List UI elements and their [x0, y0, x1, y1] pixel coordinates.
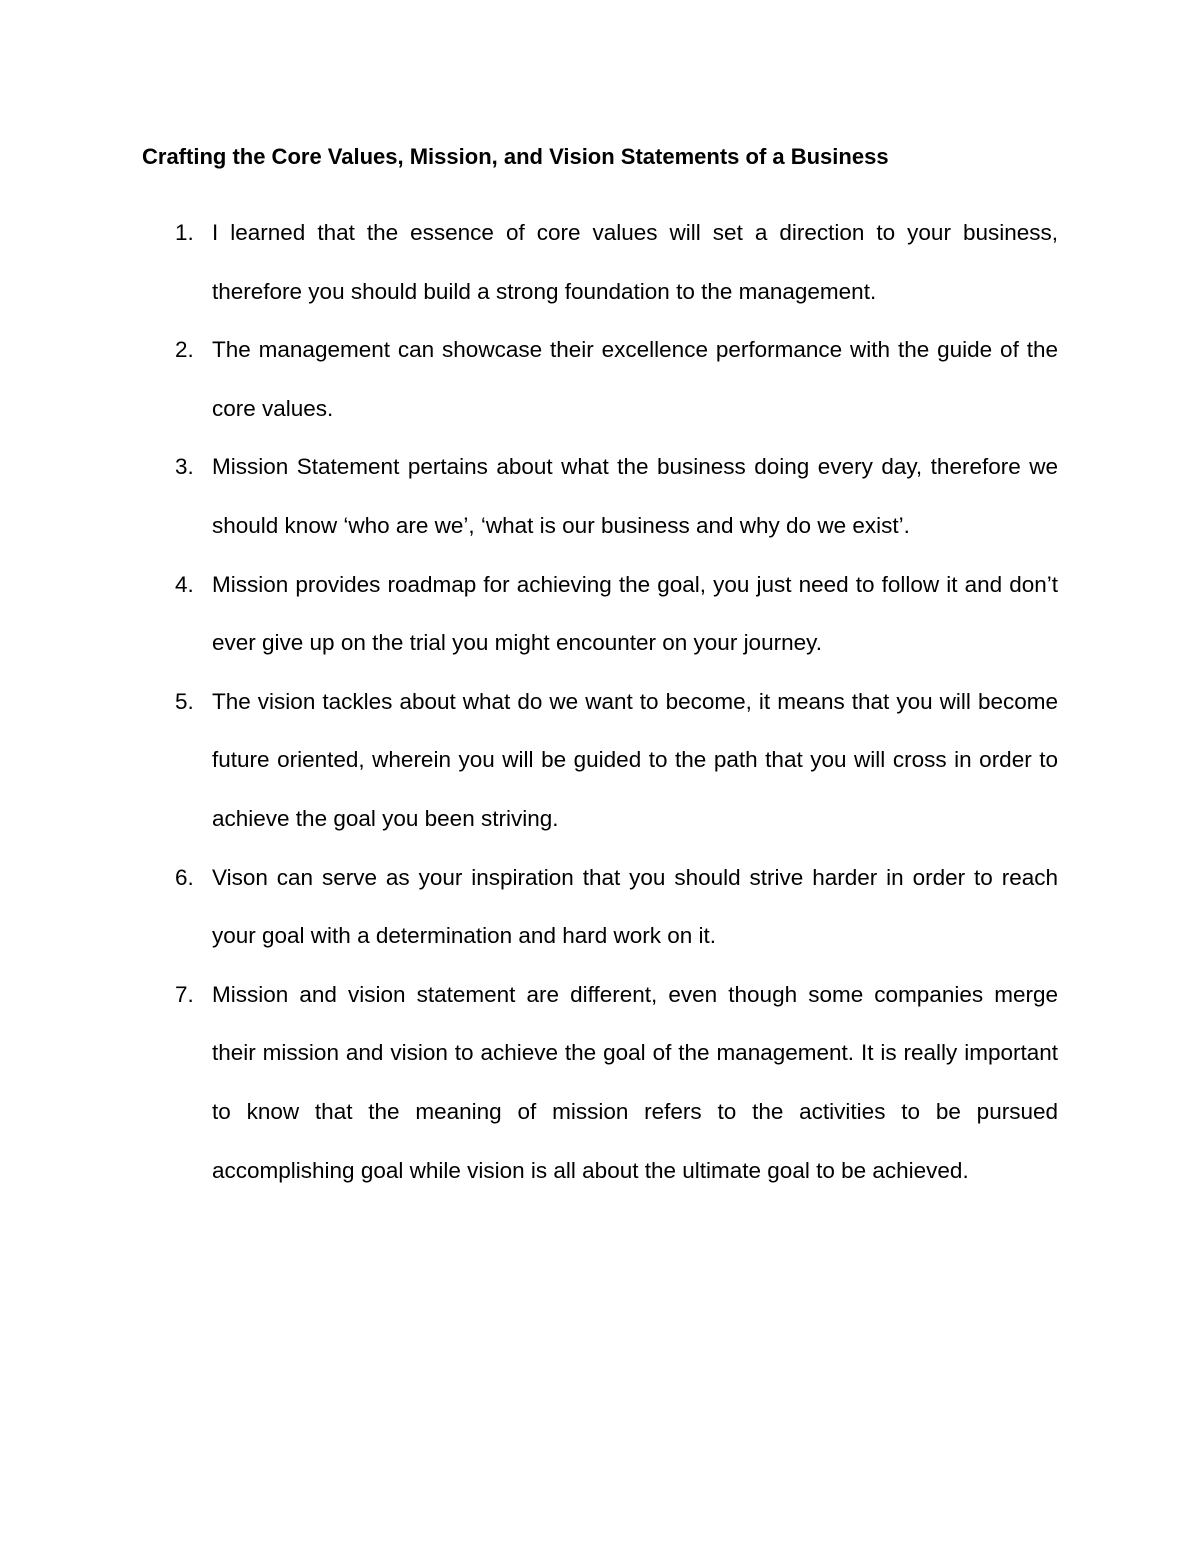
list-item-1	[175, 204, 1058, 321]
list-item-number: 4.	[175, 571, 194, 597]
list-item-3	[175, 438, 1058, 555]
list-item-number: 1.	[175, 220, 194, 245]
list-item-2	[175, 321, 1058, 438]
list-item-text: I learned that the essence of core values will set a direction to your business, therefore you should build a strong foundation to the management.	[212, 220, 1058, 304]
list-item-number: 6.	[175, 864, 194, 890]
list-item-text: The vision tackles about what do we want to become, it means that you will become future oriented, wherein you will be guided to the path that you will cross in order to achieve the goal you been striving.	[212, 688, 1058, 831]
list-item-text: Mission provides roadmap for achieving the goal, you just need to follow it and don’t ever give up on the trial you might encounter on your journey.	[212, 571, 1058, 656]
document-title: Crafting the Core Values, Mission, and Vision Statements of a Business	[142, 144, 889, 169]
list-item-6	[175, 849, 1058, 966]
list-item-number: 5.	[175, 688, 194, 714]
list-item-number: 3.	[175, 454, 194, 480]
list-item-number: 2.	[175, 337, 194, 363]
list-item-5	[175, 673, 1058, 849]
list-item-text: Vison can serve as your inspiration that you should strive harder in order to reach your goal with a determination and hard work on it.	[212, 864, 1058, 949]
list-item-number: 7.	[175, 981, 194, 1007]
list-item-text: Mission and vision statement are different, even though some companies merge their mission and vision to achieve the goal of the management. It is really important to know that the meaning of mission refers to the activities to be pursued accomplishing goal while vision is all about the ultimate goal to be achieved.	[212, 981, 1058, 1183]
list-item-4	[175, 556, 1058, 673]
list-item-text: The management can showcase their excellence performance with the guide of the core values.	[212, 337, 1058, 421]
list-item-text: Mission Statement pertains about what the business doing every day, therefore we should know ‘who are we’, ‘what is our business and why do we exist’.	[212, 454, 1058, 538]
statement-list	[175, 204, 1058, 1200]
list-item-7	[175, 966, 1058, 1200]
